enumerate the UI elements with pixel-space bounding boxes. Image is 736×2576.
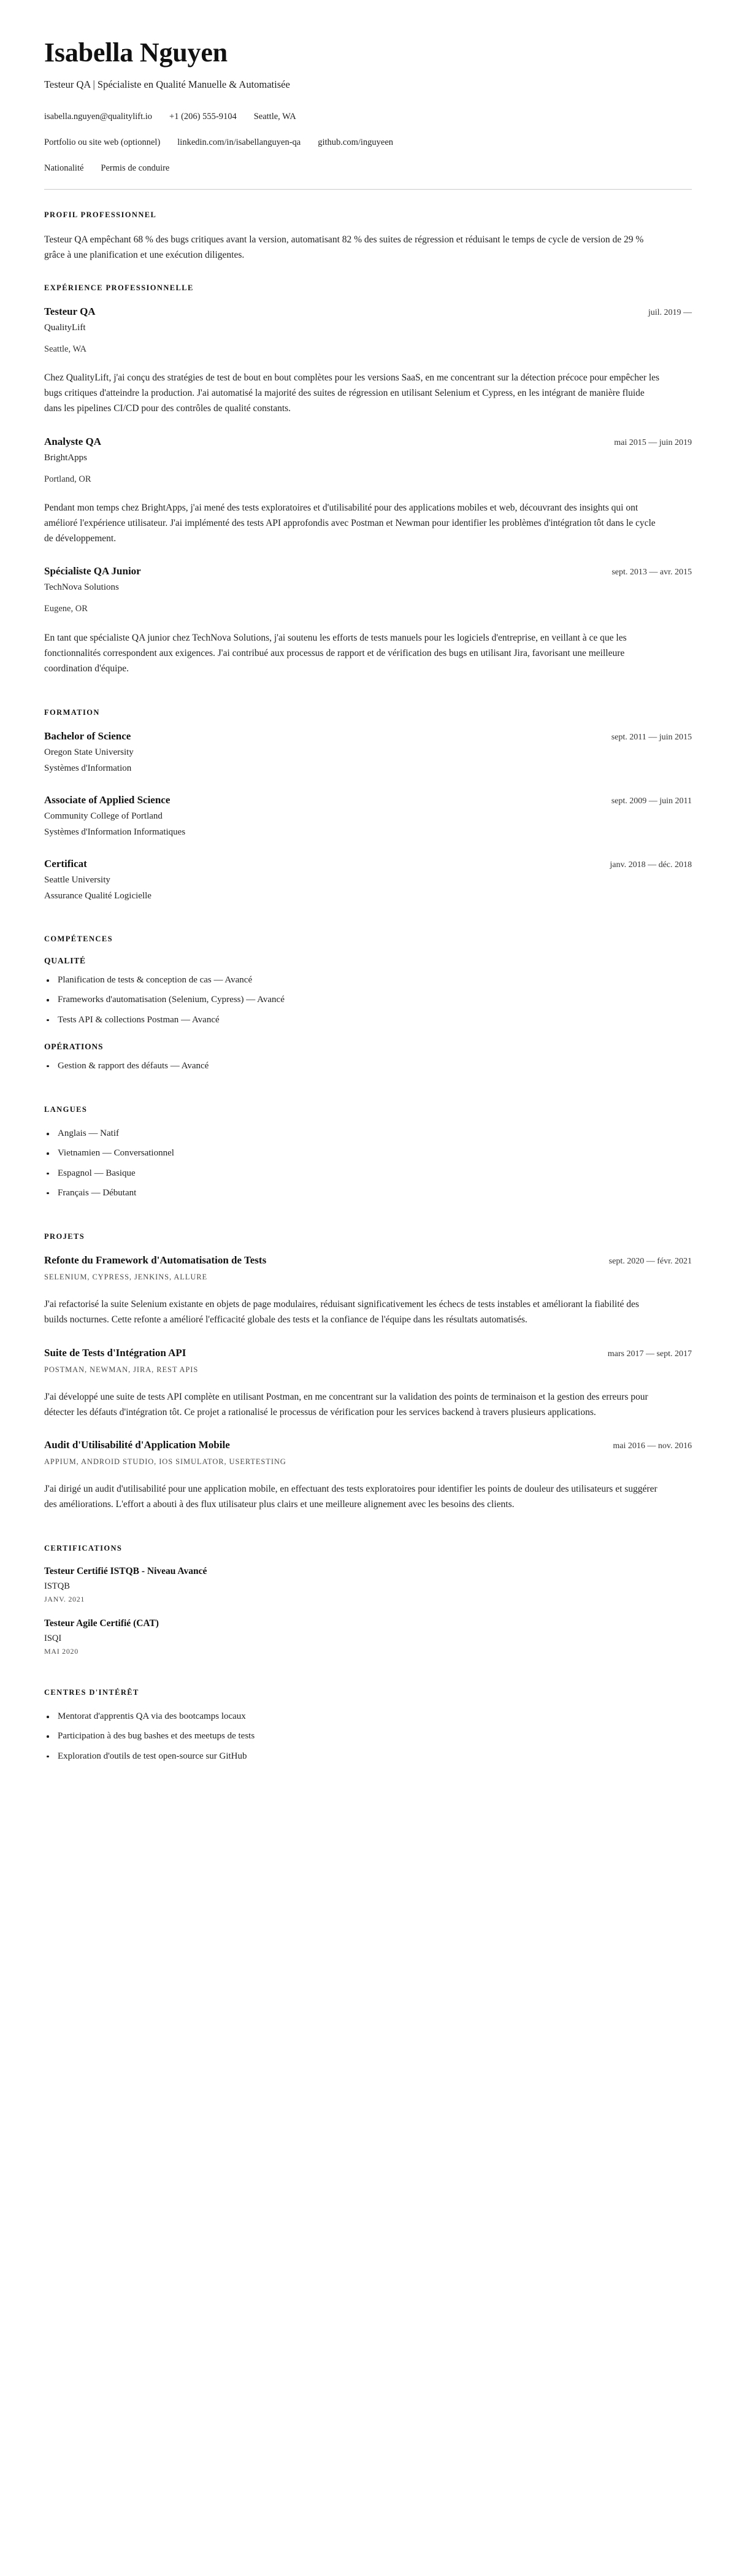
section-title-projects: PROJETS: [44, 1232, 85, 1241]
education-entry-head: [44, 730, 692, 743]
interest-item: Participation à des bug bashes et des meetups de tests: [44, 1729, 692, 1743]
experience-company: TechNova Solutions: [44, 582, 119, 593]
skill-item: Tests API & collections Postman — Avancé: [44, 1013, 692, 1027]
certification-entry: [44, 1565, 692, 1604]
project-description: J'ai dirigé un audit d'utilisabilité pour une application mobile, en effectuant des tests exploratoires pour identifier les points de douleur des utilisateurs et suggérer des améliorations. L'effort a abouti à des flux utilisateur plus clairs et une meilleure alignement avec les besoins des clients.: [44, 1483, 657, 1510]
spacer: [44, 697, 692, 708]
location-text: Seattle, WA: [253, 112, 296, 122]
section-title-skills: COMPÉTENCES: [44, 935, 113, 944]
section-title-profile: PROFIL PROFESSIONNEL: [44, 210, 157, 219]
skill-list: [44, 1059, 692, 1073]
education-date: sept. 2009 — juin 2011: [611, 796, 692, 806]
contact-line-primary: [44, 110, 692, 124]
experience-location: Eugene, OR: [44, 604, 88, 614]
section-skills: [44, 935, 692, 1073]
interest-item: Exploration d'outils de test open-source sur GitHub: [44, 1749, 692, 1764]
experience-entry: [44, 305, 692, 417]
experience-entry-head: [44, 435, 692, 449]
interest-list: [44, 1710, 692, 1764]
education-field: Systèmes d'Information: [44, 763, 132, 774]
section-title-certifications: CERTIFICATIONS: [44, 1544, 123, 1553]
header-divider: [44, 189, 692, 190]
experience-description: Pendant mon temps chez BrightApps, j'ai mené des tests exploratoires et d'utilisabilité pour des applications mobiles et web, découvrant des insights qui ont amélioré l'expérience utilisateur. J'ai implémenté des tests API approfondis avec Postman et Newman pour identifier les problèmes d'intégration tôt dans le cycle de développement.: [44, 502, 656, 544]
project-date: mai 2016 — nov. 2016: [613, 1441, 692, 1451]
experience-role: Testeur QA: [44, 305, 96, 317]
skill-group-quality: [44, 956, 692, 1027]
education-date: sept. 2011 — juin 2015: [611, 732, 692, 742]
experience-company: QualityLift: [44, 322, 86, 333]
education-entry-head: [44, 857, 692, 871]
experience-date: mai 2015 — juin 2019: [614, 438, 692, 447]
experience-location: Seattle, WA: [44, 344, 86, 354]
experience-entry-head: [44, 305, 692, 318]
education-entry: [44, 793, 692, 839]
experience-location: Portland, OR: [44, 474, 91, 484]
experience-entry-head: [44, 565, 692, 578]
project-date: sept. 2020 — févr. 2021: [608, 1257, 692, 1267]
experience-description: En tant que spécialiste QA junior chez TechNova Solutions, j'ai soutenu les efforts de tests manuels pour les logiciels d'entreprise, en veillant à ce que les fonctionnalités correspondent aux exigences. J'ai contribué aux processus de rapport et de vérification des bugs en utilisant Jira, favorisant une meilleure coordination d'équipe.: [44, 632, 627, 674]
education-entry: [44, 730, 692, 775]
language-list: [44, 1127, 692, 1200]
education-date: janv. 2018 — déc. 2018: [610, 860, 692, 870]
education-entry: [44, 857, 692, 903]
education-degree: Bachelor of Science: [44, 730, 131, 742]
resume-header: [44, 38, 692, 175]
section-education: [44, 708, 692, 903]
education-school: Oregon State University: [44, 747, 134, 758]
experience-entry: [44, 435, 692, 547]
certification-entry: [44, 1618, 692, 1656]
spacer: [44, 924, 692, 935]
skill-item: Planification de tests & conception de cas — Avancé: [44, 973, 692, 987]
section-interests: [44, 1688, 692, 1764]
project-description: J'ai refactorisé la suite Selenium existante en objets de page modulaires, réduisant significativement les échecs de tests instables et améliorant la fiabilité des builds nocturnes. Cette refonte a amélioré l'efficacité globale des tests et la confiance de l'équipe dans les résultats automatisés.: [44, 1299, 639, 1325]
skill-group-operations: [44, 1042, 692, 1073]
project-entry: [44, 1254, 692, 1327]
education-degree: Associate of Applied Science: [44, 794, 171, 806]
nationality-label: Nationalité: [44, 163, 84, 173]
experience-entry: [44, 565, 692, 676]
education-school: Seattle University: [44, 875, 110, 885]
project-tech-stack: POSTMAN, NEWMAN, JIRA, REST APIS: [44, 1365, 199, 1374]
skill-group-title: OPÉRATIONS: [44, 1041, 104, 1051]
project-name: Suite de Tests d'Intégration API: [44, 1346, 186, 1359]
driving-licence-label: Permis de conduire: [101, 163, 170, 173]
education-entry-head: [44, 793, 692, 807]
contact-line-extra: [44, 162, 692, 175]
language-item: Anglais — Natif: [44, 1127, 692, 1141]
candidate-headline: Testeur QA | Spécialiste en Qualité Manuelle & Automatisée: [44, 79, 290, 91]
certification-date: JANV. 2021: [44, 1595, 85, 1604]
spacer: [44, 1677, 692, 1688]
language-item: Vietnamien — Conversationnel: [44, 1146, 692, 1160]
project-name: Audit d'Utilisabilité d'Application Mobile: [44, 1438, 230, 1451]
project-entry-head: [44, 1254, 692, 1267]
linkedin-link[interactable]: linkedin.com/in/isabellanguyen-qa: [177, 137, 301, 148]
language-item: Français — Débutant: [44, 1186, 692, 1200]
project-name: Refonte du Framework d'Automatisation de Tests: [44, 1254, 267, 1267]
certification-issuer: ISQI: [44, 1633, 62, 1643]
project-entry-head: [44, 1346, 692, 1360]
section-title-education: FORMATION: [44, 708, 100, 717]
certification-date: MAI 2020: [44, 1647, 79, 1656]
section-projects: [44, 1232, 692, 1512]
education-field: Systèmes d'Information Informatiques: [44, 827, 186, 838]
experience-date: juil. 2019 —: [648, 307, 692, 317]
spacer: [44, 1533, 692, 1544]
section-title-languages: LANGUES: [44, 1105, 88, 1114]
experience-company: BrightApps: [44, 452, 88, 463]
section-certifications: [44, 1544, 692, 1656]
experience-date: sept. 2013 — avr. 2015: [611, 568, 692, 577]
certification-name: Testeur Agile Certifié (CAT): [44, 1618, 159, 1629]
interest-item: Mentorat d'apprentis QA via des bootcamps locaux: [44, 1710, 692, 1724]
spacer: [44, 1221, 692, 1232]
education-field: Assurance Qualité Logicielle: [44, 891, 151, 901]
certification-name: Testeur Certifié ISTQB - Niveau Avancé: [44, 1566, 207, 1577]
certification-issuer: ISTQB: [44, 1581, 70, 1592]
experience-description: Chez QualityLift, j'ai conçu des stratégies de test de bout en bout complètes pour les versions SaaS, en me concentrant sur la détection précoce pour empêcher les bugs critiques d'atteindre la production. J'ai automatisé la majorité des suites de régression en utilisant Selenium et Cypress, en les intégrant de manière fluide dans les pipelines CI/CD pour des contrôles de qualité constants.: [44, 372, 660, 414]
skill-item: Frameworks d'automatisation (Selenium, Cypress) — Avancé: [44, 993, 692, 1007]
project-entry: [44, 1438, 692, 1512]
candidate-name: Isabella Nguyen: [44, 37, 228, 67]
spacer: [44, 1094, 692, 1105]
education-degree: Certificat: [44, 858, 87, 870]
education-school: Community College of Portland: [44, 811, 163, 822]
portfolio-link[interactable]: Portfolio ou site web (optionnel): [44, 137, 161, 148]
project-entry: [44, 1346, 692, 1420]
profile-summary-text: Testeur QA empêchant 68 % des bugs critiques avant la version, automatisant 82 % des suites de régression et réduisant le temps de cycle de version de 29 % grâce à une planification et une exécution diligentes.: [44, 234, 644, 260]
phone-text[interactable]: +1 (206) 555-9104: [169, 112, 237, 122]
experience-role: Analyste QA: [44, 435, 102, 447]
project-tech-stack: APPIUM, ANDROID STUDIO, IOS SIMULATOR, USERTESTING: [44, 1457, 286, 1466]
section-experience: [44, 283, 692, 676]
skill-item: Gestion & rapport des défauts — Avancé: [44, 1059, 692, 1073]
language-item: Espagnol — Basique: [44, 1167, 692, 1181]
project-description: J'ai développé une suite de tests API complète en utilisant Postman, en me concentrant sur la validation des points de terminaison et la gestion des erreurs pour détecter les défauts d'intégration tôt. Ce projet a rationalisé le processus de vérification pour les services backend à travers plusieurs applications.: [44, 1391, 648, 1417]
section-title-interests: CENTRES D'INTÉRÊT: [44, 1688, 139, 1697]
section-languages: [44, 1105, 692, 1200]
section-title-experience: EXPÉRIENCE PROFESSIONNELLE: [44, 283, 194, 292]
skill-group-title: QUALITÉ: [44, 956, 86, 966]
section-profile: [44, 210, 692, 263]
project-date: mars 2017 — sept. 2017: [607, 1349, 692, 1359]
project-tech-stack: SELENIUM, CYPRESS, JENKINS, ALLURE: [44, 1273, 208, 1282]
email-text[interactable]: isabella.nguyen@qualitylift.io: [44, 112, 153, 122]
contact-line-web: [44, 136, 692, 150]
experience-role: Spécialiste QA Junior: [44, 565, 141, 577]
github-link[interactable]: github.com/inguyeen: [318, 137, 394, 148]
skill-list: [44, 973, 692, 1027]
project-entry-head: [44, 1438, 692, 1452]
